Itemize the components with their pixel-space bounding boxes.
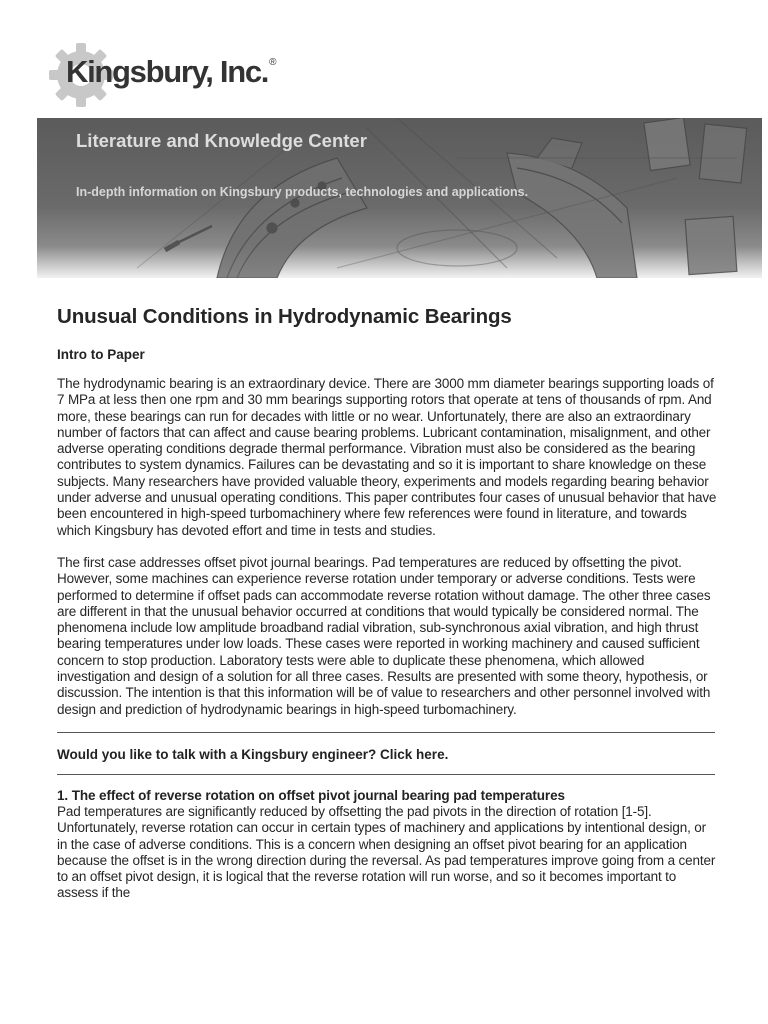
banner-subtitle: In-depth information on Kingsbury products, technologies and applications.	[76, 185, 529, 199]
article-content	[57, 305, 717, 902]
section-1-heading: 1. The effect of reverse rotation on offset pivot journal bearing pad temperatures	[57, 787, 565, 803]
section-1-paragraph: Pad temperatures are significantly reduced by offsetting the pad pivots in the direction of rotation [1-5]. Unfortunately, reverse rotation can occur in certain types of machinery and applications by intentional design, or in the case of adverse conditions. This is a concern when designing an offset pivot bearing for an application because the offset is in the wrong direction during the reversal. As pad temperatures improve going from a center to an offset pivot design, it is logical that the reverse rotation will run worse, and so it becomes important to assess if the	[57, 803, 716, 901]
contact-engineer-link[interactable]: Would you like to talk with a Kingsbury engineer? Click here.	[57, 746, 449, 762]
banner-title: Literature and Knowledge Center	[76, 130, 367, 151]
logo-wordmark	[66, 54, 275, 90]
divider-bottom	[57, 774, 715, 775]
registered-mark: ®	[269, 57, 276, 68]
intro-paragraph-2: The first case addresses offset pivot journal bearings. Pad temperatures are reduced by offsetting the pivot. However, some machines can experience reverse rotation under temporary or adverse conditions. Tests were performed to determine if offset pads can accommodate reverse rotation without damage. The other three cases are different in that the unusual behavior occurred at conditions that would typically be considered normal. The phenomena include low amplitude broadband radial vibration, sub-synchronous axial vibration, and high thrust bearing temperatures under low loads. These cases were reported in working machinery and caused sufficient concern to stop production. Laboratory tests were able to duplicate these phenomena, which allowed investigation and design of a solution for all three cases. Results are presented with some theory, hypothesis, or discussion. The intention is that this information will be of value to researchers and other personnel involved with design and prediction of hydrodynamic bearings in high-speed turbomachinery.	[57, 554, 711, 717]
divider-top	[57, 732, 715, 733]
company-logo	[44, 40, 294, 110]
literature-banner	[37, 118, 762, 278]
intro-heading: Intro to Paper	[57, 347, 145, 362]
intro-paragraph-1: The hydrodynamic bearing is an extraordinary device. There are 3000 mm diameter bearings supporting loads of 7 MPa at less then one rpm and 30 mm bearings supporting rotors that operate at tens of thousands of rpm. And more, these bearings can run for decades with little or no wear. Unfortunately, there are also an extraordinary number of factors that can affect and cause bearing problems. Lubricant contamination, misalignment, and other adverse operating conditions degrade thermal performance. Vibration must also be considered as the bearing contributes to system dynamics. Failures can be devastating and so it is important to share knowledge on these subjects. Many researchers have provided valuable theory, experiments and models regarding bearing behavior under adverse and unusual operating conditions. This paper contributes four cases of unusual behavior that have been encountered in high-speed turbomachinery where few references were found in literature, and towards which Kingsbury has devoted effort and time in tests and studies.	[57, 376, 717, 538]
page-title: Unusual Conditions in Hydrodynamic Bearings	[57, 305, 512, 328]
logo-name: Kingsbury, Inc.	[66, 54, 269, 89]
